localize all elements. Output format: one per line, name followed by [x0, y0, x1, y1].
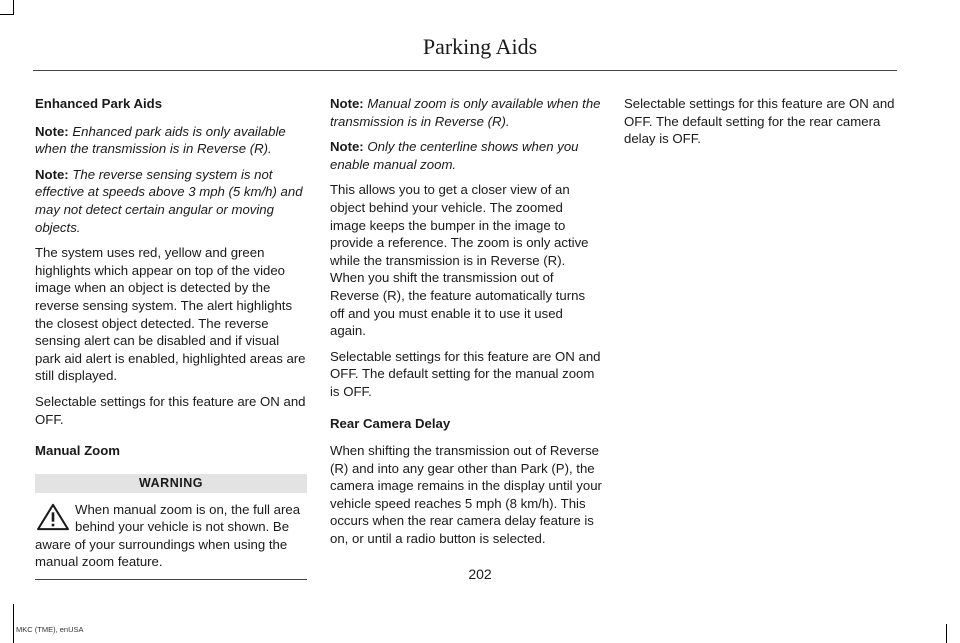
body-paragraph: Selectable settings for this feature are ON and OFF. The default setting for the manual zoom is OFF.: [330, 348, 601, 399]
section-heading-enhanced-park-aids: Enhanced Park Aids: [35, 96, 163, 111]
note-label: Note:: [330, 96, 364, 111]
column-2: [330, 95, 602, 556]
note-text: The reverse sensing system is not effective at speeds above 3 mph (5 km/h) and may not detect certain angular or moving objects.: [35, 166, 303, 235]
note-label: Note:: [330, 139, 364, 155]
note-text: Enhanced park aids is only available when the transmission is in Reverse (R).: [35, 123, 286, 157]
note: [35, 166, 307, 236]
note-label: Note:: [35, 123, 69, 139]
body-paragraph: The system uses red, yellow and green highlights which appear on top of the video image when an object is detected by the reverse sensing system. The alert highlights the closest object detected. The reverse sensing alert can be disabled and if visual park aid alert is enabled, highlighted areas are still displayed.: [35, 245, 306, 384]
page-title: Parking Aids: [422, 34, 538, 59]
crop-mark-top-left: [13, 0, 14, 14]
body-paragraph: Selectable settings for this feature are ON and OFF.: [35, 393, 306, 427]
crop-mark-top-left: [0, 14, 14, 15]
note: [35, 123, 307, 158]
section-heading-rear-camera-delay: Rear Camera Delay: [330, 415, 451, 431]
note: [330, 95, 602, 130]
note-label: Note:: [35, 166, 69, 182]
column-1: [35, 95, 307, 580]
header-divider: [33, 70, 897, 71]
note-text: Only the centerline shows when you enable manual zoom.: [330, 139, 579, 172]
column-3: [624, 95, 896, 156]
section-heading-manual-zoom: Manual Zoom: [35, 443, 120, 459]
crop-mark-bottom-left: [13, 604, 14, 643]
document-id: MKC (TME), enUSA: [16, 625, 84, 634]
page-number: 202: [468, 566, 492, 582]
warning-title: WARNING: [35, 474, 307, 493]
warning-box: [35, 474, 307, 580]
body-paragraph: When shifting the transmission out of Reverse (R) and into any gear other than Park (P), the camera image remains in the display until your vehicle speed reaches 5 mph (8 km/h). This occurs when the rear camera delay feature is on, or until a radio button is selected.: [330, 443, 602, 547]
warning-text: When manual zoom is on, the full area behind your vehicle is not shown. Be aware of your surroundings when using the manual zoom feature.: [35, 501, 301, 570]
note-text: Manual zoom is only available when the transmission is in Reverse (R).: [330, 96, 601, 129]
warning-triangle-icon: [35, 503, 71, 531]
note: [330, 138, 602, 173]
body-paragraph: This allows you to get a closer view of an object behind your vehicle. The zoomed image keeps the bumper in the image to provide a reference. The zoom is only active while the transmission is in Reverse (R). When you shift the transmission out of Reverse (R), the feature automatically turns off and you must enable it to use it used again.: [330, 182, 589, 339]
crop-mark-bottom-right: [946, 624, 947, 643]
body-paragraph: Selectable settings for this feature are ON and OFF. The default setting for the rear camera delay is OFF.: [624, 96, 895, 147]
